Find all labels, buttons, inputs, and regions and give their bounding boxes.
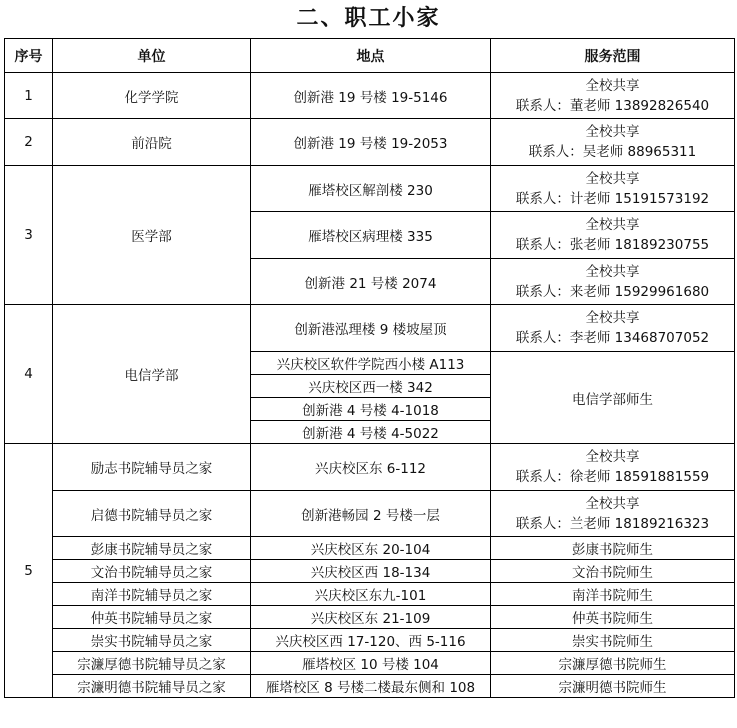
location-cell: 创新港 19 号楼 19-5146 — [251, 73, 491, 119]
scope-cell: 电信学部师生 — [491, 352, 735, 444]
location-cell: 雁塔校区 10 号楼 104 — [251, 652, 491, 675]
contact-line: 联系人：张老师 18189230755 — [515, 237, 710, 253]
table-row — [5, 583, 735, 606]
scope-cell — [491, 73, 735, 119]
header-scope: 服务范围 — [491, 39, 735, 73]
contact-line: 联系人：兰老师 18189216323 — [515, 515, 710, 532]
table-row — [5, 629, 735, 652]
table-row — [5, 675, 735, 698]
unit-cell: 崇实书院辅导员之家 — [53, 629, 251, 652]
unit-cell: 医学部 — [53, 166, 251, 305]
table-row — [5, 652, 735, 675]
scope-line: 全校共享 — [585, 217, 640, 233]
index-cell: 3 — [5, 166, 53, 305]
contact-line: 联系人：徐老师 18591881559 — [515, 469, 710, 485]
location-cell: 创新港畅园 2 号楼一层 — [251, 491, 491, 537]
location-cell: 兴庆校区西 17-120、西 5-116 — [251, 629, 491, 652]
scope-line: 全校共享 — [585, 170, 640, 187]
table-row — [5, 606, 735, 629]
staff-home-table — [4, 38, 735, 698]
unit-cell: 宗濂明德书院辅导员之家 — [53, 675, 251, 698]
location-cell: 兴庆校区东 20-104 — [251, 537, 491, 560]
scope-cell — [491, 212, 735, 259]
unit-cell: 仲英书院辅导员之家 — [53, 606, 251, 629]
table-row — [5, 537, 735, 560]
unit-cell: 励志书院辅导员之家 — [53, 444, 251, 491]
scope-cell: 宗濂厚德书院师生 — [491, 652, 735, 675]
unit-cell: 彭康书院辅导员之家 — [53, 537, 251, 560]
unit-cell: 宗濂厚德书院辅导员之家 — [53, 652, 251, 675]
table-row — [5, 305, 735, 352]
location-cell: 兴庆校区东 21-109 — [251, 606, 491, 629]
location-cell: 兴庆校区东 6-112 — [251, 444, 491, 491]
index-cell: 1 — [5, 73, 53, 119]
unit-cell: 文治书院辅导员之家 — [53, 560, 251, 583]
scope-cell: 彭康书院师生 — [491, 537, 735, 560]
scope-cell: 崇实书院师生 — [491, 629, 735, 652]
table-row — [5, 166, 735, 212]
scope-line: 全校共享 — [585, 310, 640, 326]
scope-cell: 宗濂明德书院师生 — [491, 675, 735, 698]
location-cell: 兴庆校区软件学院西小楼 A113 — [251, 352, 491, 375]
header-unit: 单位 — [53, 39, 251, 73]
location-cell: 兴庆校区西一楼 342 — [251, 375, 491, 398]
location-cell: 雁塔校区解剖楼 230 — [251, 166, 491, 212]
scope-cell — [491, 119, 735, 166]
scope-cell — [491, 166, 735, 212]
location-cell: 创新港 21 号楼 2074 — [251, 259, 491, 305]
location-cell: 创新港泓理楼 9 楼坡屋顶 — [251, 305, 491, 352]
header-index: 序号 — [5, 39, 53, 73]
location-cell: 雁塔校区 8 号楼二楼最东侧和 108 — [251, 675, 491, 698]
scope-line: 全校共享 — [585, 263, 640, 280]
scope-cell — [491, 305, 735, 352]
scope-line: 全校共享 — [585, 449, 640, 465]
unit-cell: 电信学部 — [53, 305, 251, 444]
header-location: 地点 — [251, 39, 491, 73]
scope-cell: 仲英书院师生 — [491, 606, 735, 629]
scope-cell — [491, 259, 735, 305]
unit-cell: 化学学院 — [53, 73, 251, 119]
scope-cell — [491, 444, 735, 491]
scope-line: 全校共享 — [585, 77, 640, 94]
scope-cell — [491, 491, 735, 537]
location-cell: 创新港 4 号楼 4-1018 — [251, 398, 491, 421]
table-row — [5, 119, 735, 166]
scope-cell: 文治书院师生 — [491, 560, 735, 583]
scope-cell: 南洋书院师生 — [491, 583, 735, 606]
location-cell: 创新港 19 号楼 19-2053 — [251, 119, 491, 166]
table-row — [5, 491, 735, 537]
header-row — [5, 39, 735, 73]
index-cell: 2 — [5, 119, 53, 166]
page-title: 二、职工小家 — [296, 6, 441, 31]
unit-cell: 启德书院辅导员之家 — [53, 491, 251, 537]
index-cell: 5 — [5, 444, 53, 698]
unit-cell: 南洋书院辅导员之家 — [53, 583, 251, 606]
table-row — [5, 560, 735, 583]
contact-line: 联系人：来老师 15929961680 — [515, 283, 710, 300]
contact-line: 联系人：董老师 13892826540 — [515, 97, 710, 114]
location-cell: 兴庆校区西 18-134 — [251, 560, 491, 583]
table-row — [5, 444, 735, 491]
contact-line: 联系人：计老师 15191573192 — [515, 190, 710, 207]
contact-line: 联系人：李老师 13468707052 — [515, 330, 710, 346]
location-cell: 创新港 4 号楼 4-5022 — [251, 421, 491, 444]
table-row — [5, 73, 735, 119]
scope-line: 全校共享 — [585, 495, 640, 512]
index-cell: 4 — [5, 305, 53, 444]
scope-line: 全校共享 — [585, 124, 640, 140]
unit-cell: 前沿院 — [53, 119, 251, 166]
contact-line: 联系人：吴老师 88965311 — [528, 144, 697, 160]
location-cell: 雁塔校区病理楼 335 — [251, 212, 491, 259]
location-cell: 兴庆校区东九-101 — [251, 583, 491, 606]
